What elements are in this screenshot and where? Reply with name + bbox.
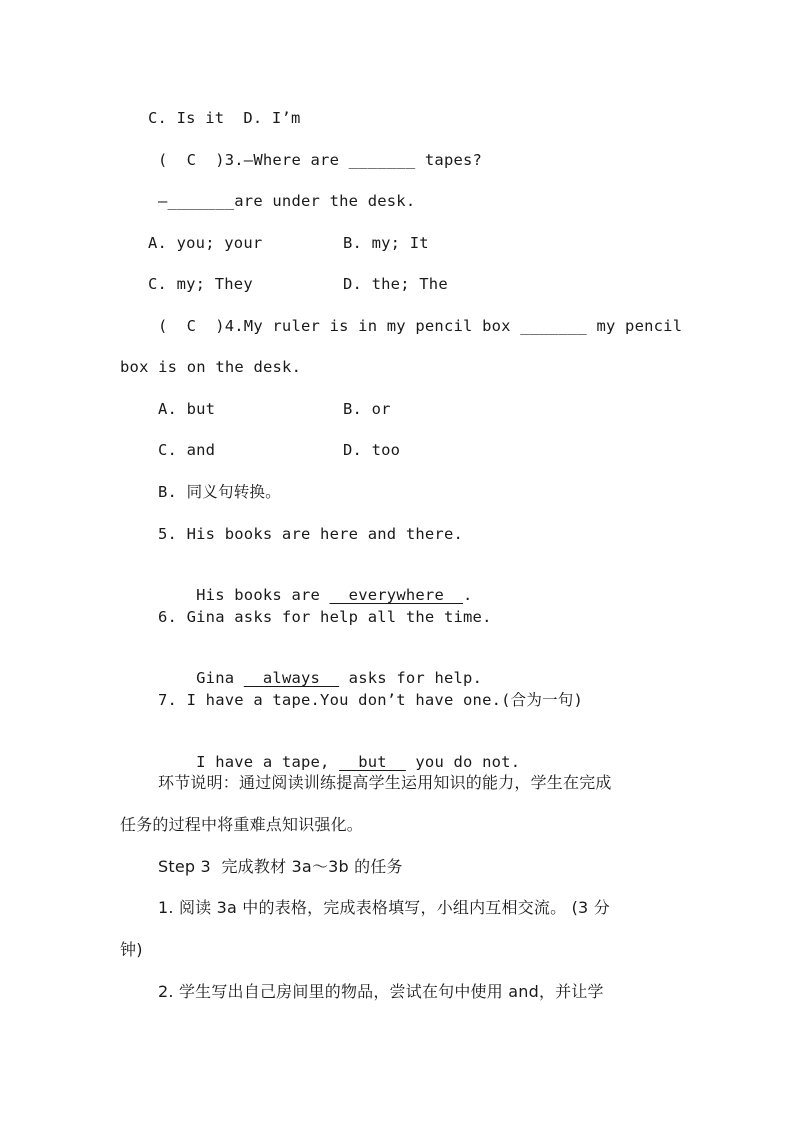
q4-option-d: D. too <box>343 441 401 459</box>
q3-option-a: A. you; your <box>148 234 263 252</box>
q2-options-cd: C. Is it D. I’m <box>148 109 301 127</box>
section-note-line2: 任务的过程中将重难点知识强化。 <box>120 815 364 834</box>
step3-item2-line1: 2. 学生写出自己房间里的物品，尝试在句中使用 and，并让学 <box>158 982 604 1001</box>
q5-prefix: His books are <box>196 586 330 604</box>
q6-suffix: asks for help. <box>339 669 483 687</box>
q4-option-a: A. but <box>158 400 216 418</box>
q4-option-b: B. or <box>343 400 391 418</box>
section-b-heading: B. 同义句转换。 <box>158 483 281 501</box>
q6-prefix: Gina <box>196 669 244 687</box>
step3-item1-line2: 钟) <box>120 940 143 959</box>
step3-item1-line1: 1. 阅读 3a 中的表格，完成表格填写，小组内互相交流。 (3 分 <box>158 898 610 917</box>
q4-stem-continued: box is on the desk. <box>120 358 302 376</box>
q7-suffix: you do not. <box>405 753 521 771</box>
q6-answer: __always__ <box>243 669 340 687</box>
q7-answer: __but__ <box>339 753 406 771</box>
q3-option-d: D. the; The <box>343 275 448 293</box>
section-note-line1: 环节说明：通过阅读训练提高学生运用知识的能力，学生在完成 <box>158 773 612 792</box>
q3-stem-continued: —_______are under the desk. <box>158 192 416 210</box>
q5-answer: __everywhere__ <box>329 586 464 604</box>
q5-prompt: 5. His books are here and there. <box>158 525 464 543</box>
q4-option-c: C. and <box>158 441 216 459</box>
q7-prefix: I have a tape, <box>196 753 340 771</box>
q5-suffix: . <box>463 586 473 604</box>
q3-stem: ( C )3.—Where are _______ tapes? <box>158 151 483 169</box>
q3-option-b: B. my; It <box>343 234 429 252</box>
q3-option-c: C. my; They <box>148 275 253 293</box>
q7-prompt: 7. I have a tape.You don’t have one.(合为一句) <box>158 691 584 709</box>
step3-heading: Step 3 完成教材 3a～3b 的任务 <box>158 857 403 876</box>
q6-prompt: 6. Gina asks for help all the time. <box>158 608 492 626</box>
q4-stem: ( C )4.My ruler is in my pencil box _______ my pencil <box>158 317 683 335</box>
